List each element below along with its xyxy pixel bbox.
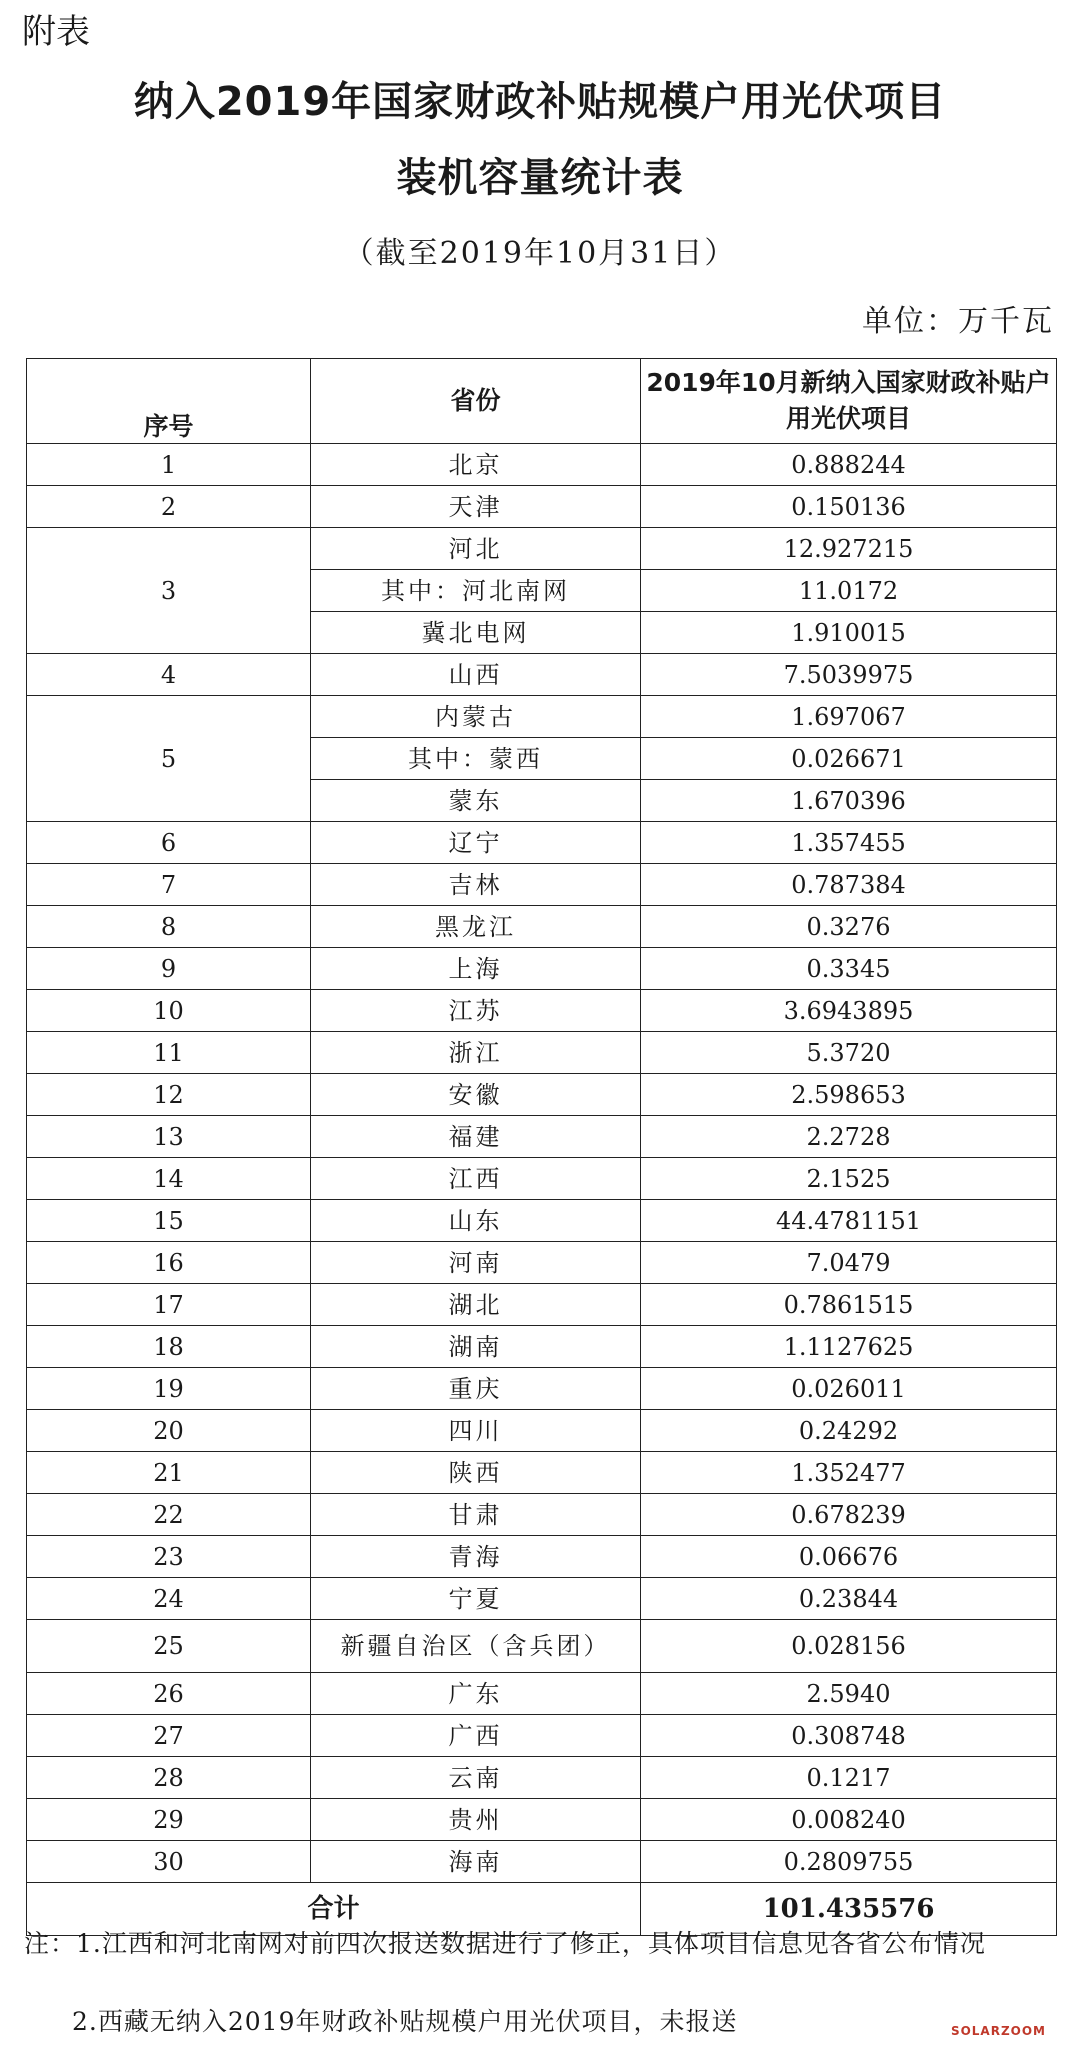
table-row: [27, 906, 1057, 948]
row-index: 4: [27, 654, 311, 696]
table-row: [27, 1715, 1057, 1757]
row-value: 0.678239: [641, 1494, 1057, 1536]
row-value: 1.697067: [641, 696, 1057, 738]
table-row: [27, 1578, 1057, 1620]
row-province: 内蒙古: [311, 696, 641, 738]
row-value: 0.3276: [641, 906, 1057, 948]
row-province: 云南: [311, 1757, 641, 1799]
row-province: 湖南: [311, 1326, 641, 1368]
row-value: 1.352477: [641, 1452, 1057, 1494]
table-row: [27, 1757, 1057, 1799]
row-value: 0.888244: [641, 444, 1057, 486]
row-index: 23: [27, 1536, 311, 1578]
row-index: 28: [27, 1757, 311, 1799]
row-index: 25: [27, 1620, 311, 1673]
total-value: 101.435576: [641, 1883, 1057, 1936]
row-index: 8: [27, 906, 311, 948]
table-row: [27, 486, 1057, 528]
row-province: 青海: [311, 1536, 641, 1578]
row-province: 辽宁: [311, 822, 641, 864]
unit-label: 单位：万千瓦: [862, 304, 1054, 339]
row-province: 浙江: [311, 1032, 641, 1074]
table-row: [27, 822, 1057, 864]
row-value: 0.787384: [641, 864, 1057, 906]
table-row: [27, 948, 1057, 990]
row-province: 黑龙江: [311, 906, 641, 948]
table-row: [27, 1841, 1057, 1883]
table-row: [27, 1799, 1057, 1841]
row-province: 新疆自治区（含兵团）: [311, 1620, 641, 1673]
row-value: 0.23844: [641, 1578, 1057, 1620]
row-value: 0.028156: [641, 1620, 1057, 1673]
row-value: 1.670396: [641, 780, 1057, 822]
row-value: 5.3720: [641, 1032, 1057, 1074]
table-row: [27, 1242, 1057, 1284]
table-row: [27, 1074, 1057, 1116]
row-value: 1.1127625: [641, 1326, 1057, 1368]
row-index: 29: [27, 1799, 311, 1841]
row-value: 0.3345: [641, 948, 1057, 990]
table-row: [27, 1452, 1057, 1494]
row-province: 上海: [311, 948, 641, 990]
row-index: 19: [27, 1368, 311, 1410]
row-index: 24: [27, 1578, 311, 1620]
row-province: 广西: [311, 1715, 641, 1757]
row-province: 天津: [311, 486, 641, 528]
capacity-table: [26, 358, 1057, 1936]
table-row: [27, 1620, 1057, 1673]
table-row: [27, 444, 1057, 486]
row-value: 0.1217: [641, 1757, 1057, 1799]
total-label: 合计: [27, 1883, 641, 1936]
row-value: 0.008240: [641, 1799, 1057, 1841]
table-row: [27, 1284, 1057, 1326]
row-index: 27: [27, 1715, 311, 1757]
table-row: [27, 1536, 1057, 1578]
row-province: 安徽: [311, 1074, 641, 1116]
row-value: 0.24292: [641, 1410, 1057, 1452]
row-value: 2.598653: [641, 1074, 1057, 1116]
row-index: 1: [27, 444, 311, 486]
row-province: 山东: [311, 1200, 641, 1242]
table-header-row: [27, 359, 1057, 444]
row-province: 湖北: [311, 1284, 641, 1326]
row-index: 30: [27, 1841, 311, 1883]
row-value: 11.0172: [641, 570, 1057, 612]
row-province: 海南: [311, 1841, 641, 1883]
row-province: 江苏: [311, 990, 641, 1032]
row-province: 山西: [311, 654, 641, 696]
page-title: 纳入2019年国家财政补贴规模户用光伏项目: [133, 79, 947, 125]
row-province: 贵州: [311, 1799, 641, 1841]
table-row: [27, 990, 1057, 1032]
header-index: 序号: [27, 359, 311, 444]
row-province: 其中：河北南网: [311, 570, 641, 612]
row-index: 21: [27, 1452, 311, 1494]
row-index: 5: [27, 696, 311, 822]
row-province: 河北: [311, 528, 641, 570]
row-province: 吉林: [311, 864, 641, 906]
row-province: 其中：蒙西: [311, 738, 641, 780]
row-index: 10: [27, 990, 311, 1032]
row-value: 0.150136: [641, 486, 1057, 528]
row-value: 0.026011: [641, 1368, 1057, 1410]
row-index: 14: [27, 1158, 311, 1200]
row-province: 四川: [311, 1410, 641, 1452]
row-index: 11: [27, 1032, 311, 1074]
row-index: 26: [27, 1673, 311, 1715]
row-value: 0.308748: [641, 1715, 1057, 1757]
header-province: 省份: [311, 359, 641, 444]
document-label: 附表: [22, 12, 90, 52]
table-row: [27, 1368, 1057, 1410]
table-row: [27, 1158, 1057, 1200]
row-value: 2.1525: [641, 1158, 1057, 1200]
row-value: 44.4781151: [641, 1200, 1057, 1242]
table-row: [27, 654, 1057, 696]
row-index: 2: [27, 486, 311, 528]
row-province: 江西: [311, 1158, 641, 1200]
row-province: 北京: [311, 444, 641, 486]
row-province: 甘肃: [311, 1494, 641, 1536]
row-value: 12.927215: [641, 528, 1057, 570]
footnote-2: 2.西藏无纳入2019年财政补贴规模户用光伏项目，未报送: [72, 2007, 738, 2036]
row-value: 0.026671: [641, 738, 1057, 780]
row-index: 3: [27, 528, 311, 654]
row-value: 7.5039975: [641, 654, 1057, 696]
row-province: 河南: [311, 1242, 641, 1284]
table-row: [27, 1200, 1057, 1242]
table-row: [27, 1410, 1057, 1452]
row-index: 9: [27, 948, 311, 990]
row-value: 1.357455: [641, 822, 1057, 864]
row-index: 7: [27, 864, 311, 906]
row-province: 福建: [311, 1116, 641, 1158]
table-row: [27, 1494, 1057, 1536]
row-value: 7.0479: [641, 1242, 1057, 1284]
row-province: 陕西: [311, 1452, 641, 1494]
row-value: 0.06676: [641, 1536, 1057, 1578]
row-index: 18: [27, 1326, 311, 1368]
table-row: [27, 528, 1057, 570]
row-index: 12: [27, 1074, 311, 1116]
table-row: [27, 1326, 1057, 1368]
table-row: [27, 1116, 1057, 1158]
row-value: 0.7861515: [641, 1284, 1057, 1326]
footnote-1: 注：1.江西和河北南网对前四次报送数据进行了修正，具体项目信息见各省公布情况: [24, 1929, 986, 1958]
row-index: 17: [27, 1284, 311, 1326]
row-index: 22: [27, 1494, 311, 1536]
row-province: 重庆: [311, 1368, 641, 1410]
row-value: 0.2809755: [641, 1841, 1057, 1883]
row-province: 广东: [311, 1673, 641, 1715]
row-index: 13: [27, 1116, 311, 1158]
date-note: （截至2019年10月31日）: [343, 236, 737, 271]
table-row: [27, 1673, 1057, 1715]
row-province: 蒙东: [311, 780, 641, 822]
row-value: 2.5940: [641, 1673, 1057, 1715]
row-province: 冀北电网: [311, 612, 641, 654]
page-subtitle: 装机容量统计表: [396, 155, 684, 201]
row-value: 3.6943895: [641, 990, 1057, 1032]
table-row: [27, 864, 1057, 906]
table-row: [27, 696, 1057, 738]
watermark-logo: SOLARZOOM: [950, 2024, 1046, 2038]
row-province: 宁夏: [311, 1578, 641, 1620]
row-index: 15: [27, 1200, 311, 1242]
row-value: 1.910015: [641, 612, 1057, 654]
header-value: 2019年10月新纳入国家财政补贴户用光伏项目: [641, 359, 1057, 444]
row-index: 16: [27, 1242, 311, 1284]
table-row: [27, 1032, 1057, 1074]
row-index: 20: [27, 1410, 311, 1452]
row-value: 2.2728: [641, 1116, 1057, 1158]
row-index: 6: [27, 822, 311, 864]
